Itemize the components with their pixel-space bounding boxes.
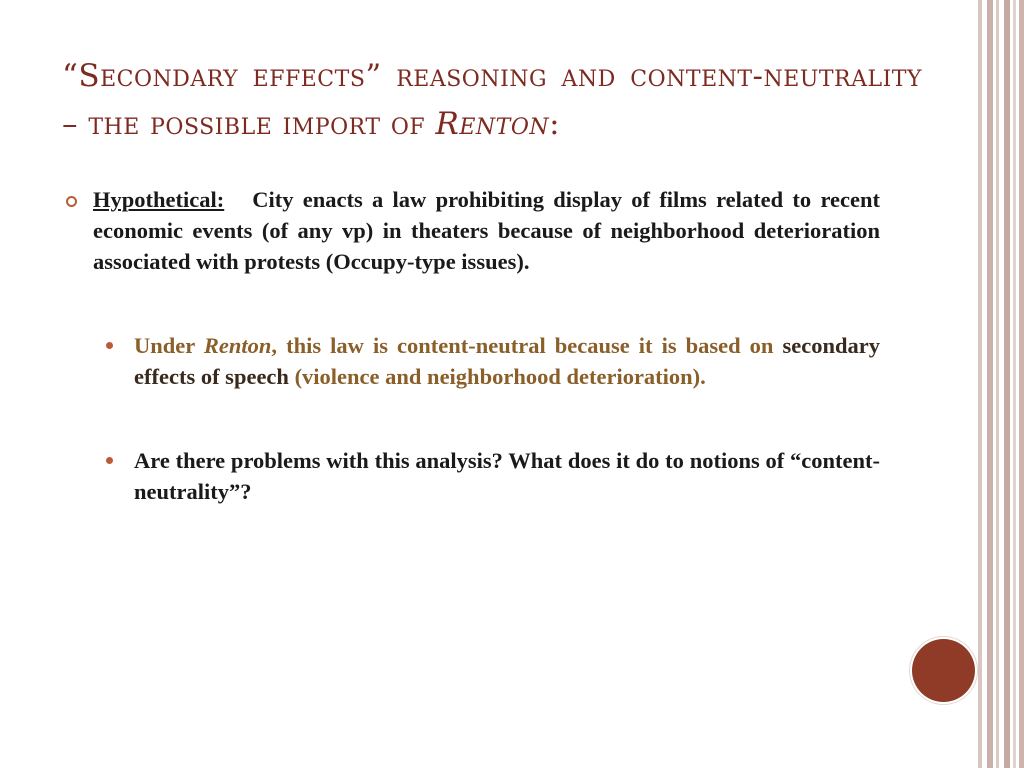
sub-bullet-question xyxy=(60,445,880,507)
decorative-stripe xyxy=(1004,0,1010,768)
bullet-hypothetical xyxy=(60,184,880,277)
slide-body xyxy=(60,184,880,507)
slide-title xyxy=(62,52,922,148)
title-colon: : xyxy=(549,106,561,142)
bullet-lead: Hypothetical: xyxy=(93,187,225,212)
decorative-circle-icon xyxy=(912,639,975,702)
sub-bullet-middle: , this law is content-neutral because it is based on xyxy=(271,333,783,358)
sub-bullet-prefix: Under xyxy=(134,333,204,358)
dot-bullet-icon xyxy=(106,342,113,349)
decorative-stripe xyxy=(978,0,982,768)
sub-bullet-renton xyxy=(60,330,880,392)
title-emphasis: Renton xyxy=(435,106,550,142)
ring-bullet-icon xyxy=(66,196,77,207)
decorative-stripe xyxy=(996,0,999,768)
sub-bullet-highlight: secondary effects of speech xyxy=(134,333,880,389)
decorative-stripe xyxy=(1013,0,1016,768)
sub-bullet-emphasis: Renton xyxy=(203,333,272,358)
sub-bullet-suffix: (violence and neighborhood deterioration). xyxy=(288,364,706,389)
title-text: “Secondary effects” reasoning and content-neutrality – the possible import of xyxy=(62,58,922,142)
decorative-stripe xyxy=(1019,0,1024,768)
decorative-stripe xyxy=(987,0,993,768)
bullet-text: City enacts a law prohibiting display of films related to recent economic events (of any vp) in theaters because of neighborhood deterioration associated with protests (Occupy-type issues). xyxy=(93,187,880,274)
sub-bullet-text: Are there problems with this analysis? What does it do to notions of “content-neutrality”? xyxy=(134,448,880,504)
dot-bullet-icon xyxy=(106,457,113,464)
